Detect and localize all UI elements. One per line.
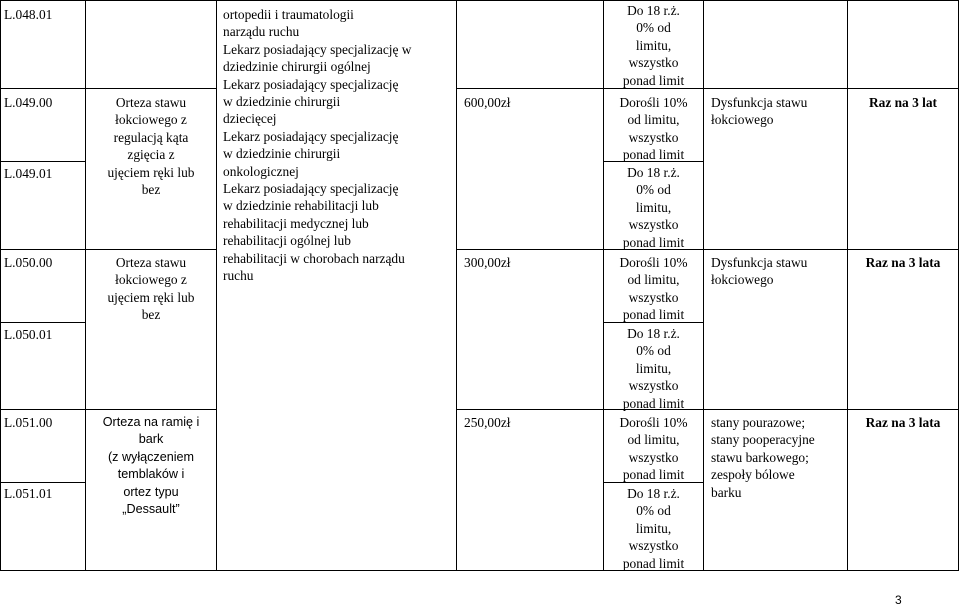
code-l050-01: L.050.01: [4, 327, 53, 342]
indication: Dysfunkcja stawu łokciowego: [711, 255, 808, 288]
code-l049-01: L.049.01: [4, 166, 53, 181]
code-l050-00: L.050.00: [4, 255, 53, 270]
page-number: 3: [895, 593, 902, 607]
usage-period: Raz na 3 lata: [865, 415, 941, 430]
indication: stany pourazowe; stany pooperacyjne stawu barkowego; zespoły bólowe barku: [711, 415, 815, 500]
copay-children: Do 18 r.ż. 0% od limitu, wszystko ponad limit: [622, 486, 685, 571]
code-l048-01: L.048.01: [4, 7, 53, 22]
code-l051-01: L.051.01: [4, 486, 53, 501]
usage-period: Raz na 3 lat: [868, 95, 938, 110]
copay-children: Do 18 r.ż. 0% od limitu, wszystko ponad limit: [622, 165, 685, 250]
price-limit: 250,00zł: [464, 415, 511, 430]
copay-children: Do 18 r.ż. 0% od limitu, wszystko ponad limit: [622, 326, 685, 411]
copay-adults: Dorośli 10% od limitu, wszystko ponad limit: [619, 415, 688, 483]
product-name-elbow-orthosis: Orteza stawu łokciowego z ujęciem ręki lub bez: [107, 255, 195, 323]
code-l049-00: L.049.00: [4, 95, 53, 110]
prescribing-specialists: ortopedii i traumatologii narządu ruchu Lekarz posiadający specjalizację w dziedzinie chirurgii ogólnej Lekarz posiadający specjalizację w dziedzinie chirurgii dziecięcej Lekarz posiadający specjalizację w dziedzinie chirurgii onkologicznej Lekarz posiadający specjalizację w dziedzinie rehabilitacji lub rehabilitacji medycznej lub rehabilitacji ogólnej lub rehabilitacji w chorobach narządu ruchu: [223, 7, 412, 284]
code-l051-00: L.051.00: [4, 415, 53, 430]
product-name-elbow-orthosis-angle: Orteza stawu łokciowego z regulacją kąta zgięcia z ujęciem ręki lub bez: [107, 95, 195, 198]
price-limit: 600,00zł: [464, 95, 511, 110]
indication: Dysfunkcja stawu łokciowego: [711, 95, 808, 128]
usage-period: Raz na 3 lata: [865, 255, 941, 270]
product-name-shoulder-orthosis: Orteza na ramię i bark (z wyłączeniem temblaków i ortez typu „Dessault”: [102, 415, 200, 517]
price-limit: 300,00zł: [464, 255, 511, 270]
copay-adults: Dorośli 10% od limitu, wszystko ponad limit: [619, 95, 688, 163]
copay-children: Do 18 r.ż. 0% od limitu, wszystko ponad limit: [622, 3, 685, 88]
copay-adults: Dorośli 10% od limitu, wszystko ponad limit: [619, 255, 688, 323]
